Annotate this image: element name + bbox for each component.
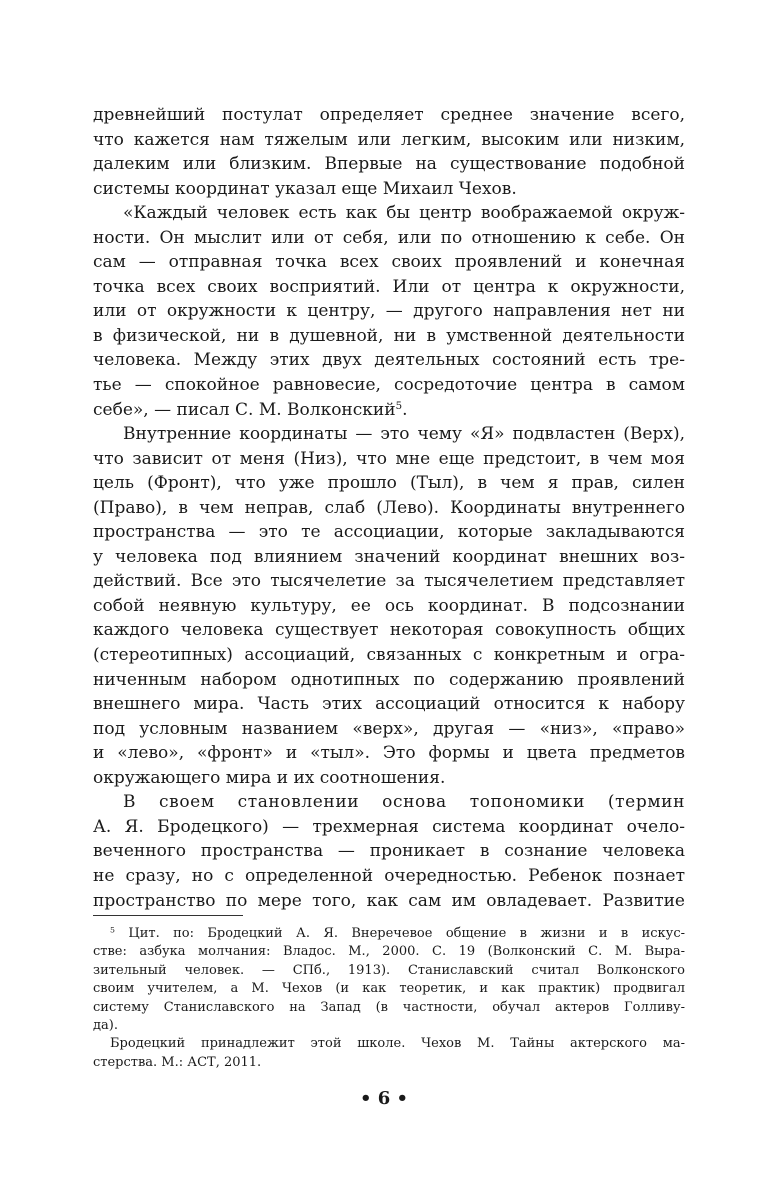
text-line: веченного пространства — проникает в сознание человека xyxy=(93,841,685,862)
text-line: в физической, ни в душевной, ни в умственной деятельности xyxy=(93,325,685,346)
footnote-line-content: Цит. по: Бродецкий А. Я. Внеречевое общение в жизни и в искус- xyxy=(128,926,685,941)
text-line: каждого человека существует некоторая совокупность общих xyxy=(93,620,685,641)
footnote-line: систему Станиславского на Запад (в частности, обучал актеров Голливу- xyxy=(93,999,685,1015)
text-line: окружающего мира и их соотношения. xyxy=(93,767,446,788)
text-line: пространства — это те ассоциации, которые закладываются xyxy=(93,522,685,543)
text-line: под условным названием «верх», другая — «низ», «право» xyxy=(93,718,685,739)
footnote-line: стве: азбука молчания: Владос. М., 2000. С. 19 (Волконский С. М. Выра- xyxy=(93,944,685,960)
body-text xyxy=(93,103,685,913)
text-line: и «лево», «фронт» и «тыл». Это формы и цвета предметов xyxy=(93,743,685,764)
page-number: • 6 • xyxy=(359,1088,409,1109)
text-line: или от окружности к центру, — другого направления нет ни xyxy=(93,301,685,322)
footnote-divider xyxy=(93,915,243,916)
text-line: сам — отправная точка всех своих проявлений и конечная xyxy=(93,252,685,273)
footnote-line: да). xyxy=(93,1018,118,1034)
text-line: пространство по мере того, как сам им овладевает. Развитие xyxy=(93,890,685,911)
text-line-content: себе», — писал С. М. Волконский xyxy=(93,399,396,420)
text-line: далеким или близким. Впервые на существование подобной xyxy=(93,154,685,175)
text-line: древнейший постулат определяет среднее значение всего, xyxy=(93,105,685,125)
text-line: точка всех своих восприятий. Или от центра к окружности, xyxy=(93,276,685,297)
text-line: цель (Фронт), что уже прошло (Тыл), в чем я прав, силен xyxy=(93,473,685,494)
text-line: собой неявную культуру, ее ось координат. В подсознании xyxy=(93,595,685,616)
footnote-line: своим учителем, а М. Чехов (и как теоретик, и как практик) продвигал xyxy=(93,981,685,997)
footnote-line xyxy=(93,925,685,943)
text-line: «Каждый человек есть как бы центр воображаемой окруж- xyxy=(123,203,685,224)
text-line: ности. Он мыслит или от себя, или по отношению к себе. Он xyxy=(93,227,685,248)
footnotes xyxy=(93,925,685,1072)
text-line: системы координат указал еще Михаил Чехов. xyxy=(93,178,517,199)
footnote-line: зительный человек. — СПб., 1913). Станиславский считал Волконского xyxy=(93,962,685,978)
text-line: у человека под влиянием значений координат внешних воз- xyxy=(93,546,685,567)
text-line: (стереотипных) ассоциаций, связанных с конкретным и огра- xyxy=(93,645,685,666)
text-line: А. Я. Бродецкого) — трехмерная система координат очело- xyxy=(93,816,685,837)
text-line: себе», — писал С. М. Волконский$^5$. xyxy=(93,399,408,420)
footnote-reference[interactable]: 5 xyxy=(395,400,403,412)
text-line: не сразу, но с определенной очередностью. Ребенок познает xyxy=(93,865,685,886)
text-line: человека. Между этих двух деятельных состояний есть тре- xyxy=(93,350,685,371)
text-line: (Право), в чем неправ, слаб (Лево). Координаты внутреннего xyxy=(93,497,685,518)
text-line: тье — спокойное равновесие, сосредоточие центра в самом xyxy=(93,375,685,396)
footnote-marker: 5 xyxy=(110,925,115,935)
text-line: ниченным набором однотипных по содержанию проявлений xyxy=(93,669,685,690)
text-line: Внутренние координаты — это чему «Я» подвластен (Верх), xyxy=(123,424,685,445)
text-line: что зависит от меня (Низ), что мне еще предстоит, в чем моя xyxy=(93,448,685,469)
text-line: что кажется нам тяжелым или легким, высоким или низким, xyxy=(93,129,685,150)
text-line: В своем становлении основа топономики (термин xyxy=(123,792,685,813)
text-line: действий. Все это тысячелетие за тысячелетием представляет xyxy=(93,571,685,592)
footnote-line: Бродецкий принадлежит этой школе. Чехов М. Тайны актерского ма- xyxy=(110,1036,685,1052)
text-line: внешнего мира. Часть этих ассоциаций относится к набору xyxy=(93,694,685,715)
footnote-line: стерства. М.: АСТ, 2011. xyxy=(93,1054,262,1070)
